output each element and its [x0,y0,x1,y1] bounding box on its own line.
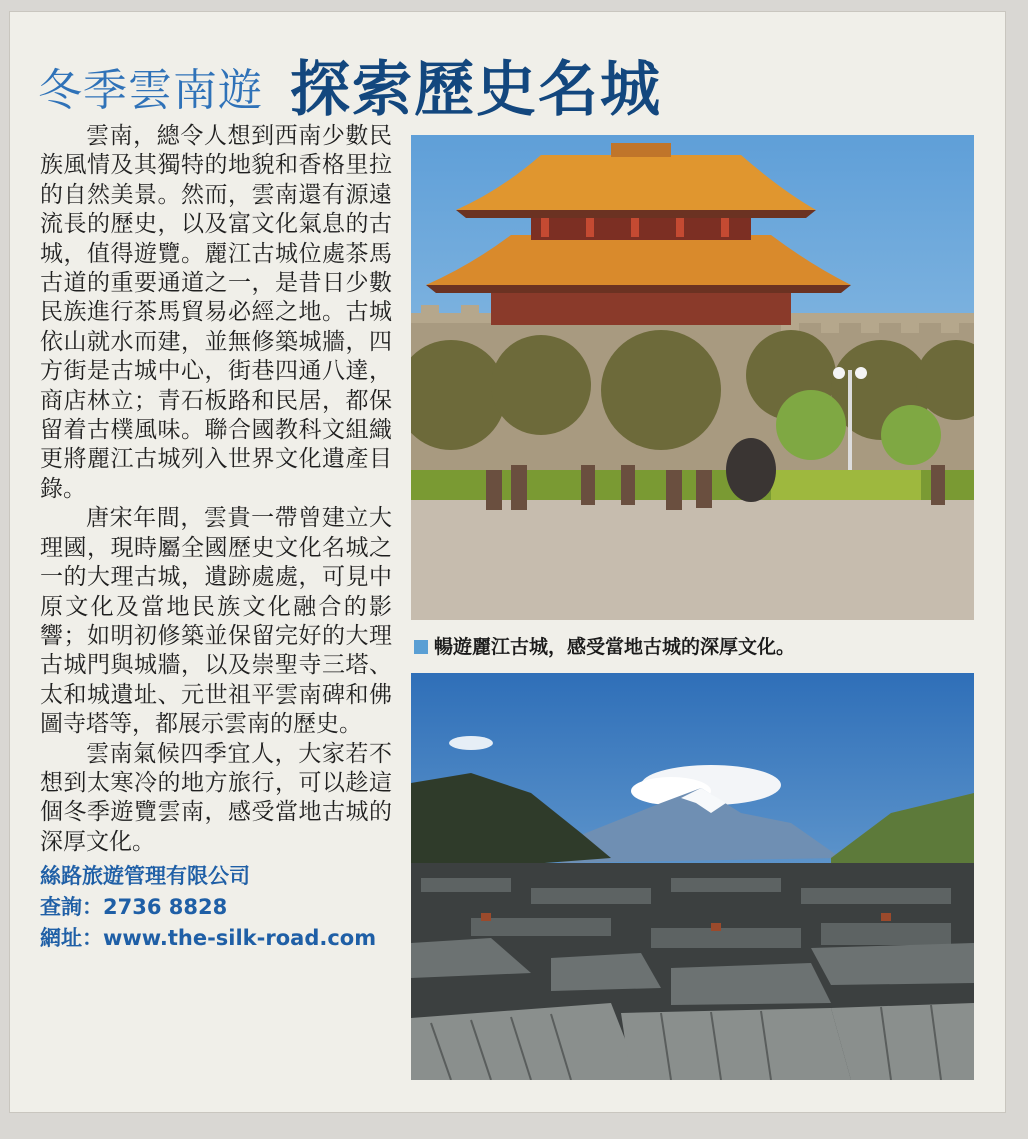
contact-phone: 查詢：2736 8828 [40,895,228,920]
photo-caption [414,632,795,659]
article-paragraph-3: 雲南氣候四季宜人，大家若不想到太寒冷的地方旅行，可以趁這個冬季遊覽雲南，感受當地古城的深厚文化。 [40,740,392,855]
headline-title: 探索歷史名城 [290,55,662,125]
article-paragraph-2: 唐宋年間，雲貴一帶曾建立大理國，現時屬全國歷史文化名城之一的大理古城，遺跡處處，可見中原文化及當地民族文化融合的影響；如明初修築並保留完好的大理古城門與城牆，以及崇聖寺三塔、太和城遺址、元世祖平雲南碑和佛圖寺塔等，都展示雲南的歷史。 [40,505,392,738]
contact-block [40,861,392,954]
photo-caption-text: 暢遊麗江古城，感受當地古城的深厚文化。 [434,636,796,658]
photo-old-town-rooftops [411,673,974,1080]
contact-website: 網址：www.the-silk-road.com [40,926,377,951]
article-body [40,122,392,954]
caption-bullet-icon [414,640,428,654]
headline-kicker: 冬季雲南遊 [38,65,263,116]
photo-ancient-city-gate [411,135,974,620]
article-paragraph-1: 雲南，總令人想到西南少數民族風情及其獨特的地貌和香格里拉的自然美景。然而，雲南還有源遠流長的歷史，以及富文化氣息的古城，值得遊覽。麗江古城位處茶馬古道的重要通道之一，是昔日少數民族進行茶馬貿易必經之地。古城依山就水而建，並無修築城牆，四方街是古城中心，街巷四通八達，商店林立；青石板路和民居，都保留着古樸風味。聯合國教科文組織更將麗江古城列入世界文化遺產目錄。 [40,123,392,502]
company-name: 絲路旅遊管理有限公司 [40,864,250,889]
